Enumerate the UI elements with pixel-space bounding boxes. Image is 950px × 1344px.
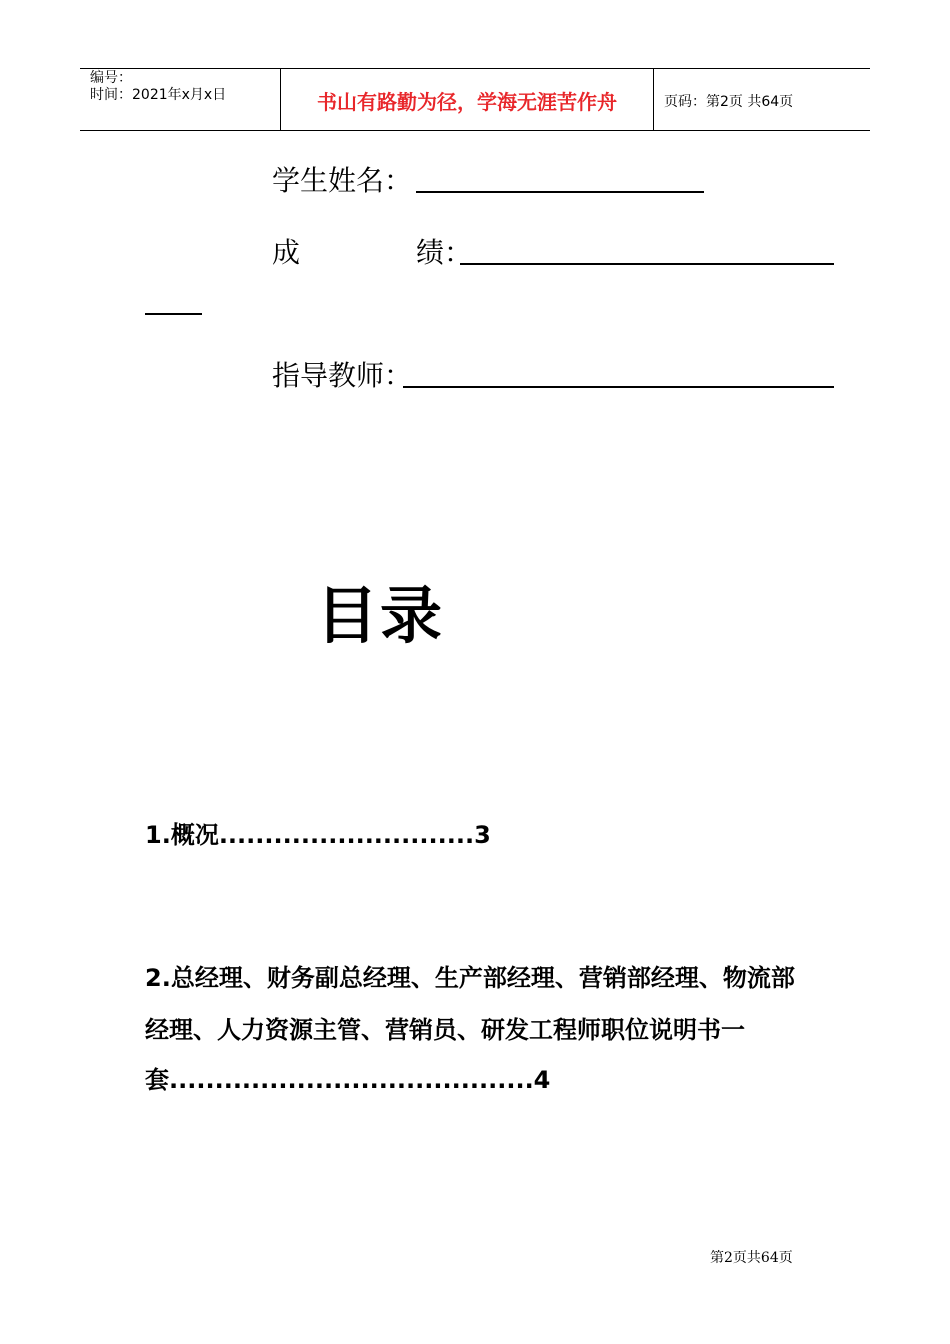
advisor-label: 指导教师： [272,359,413,392]
toc-entry-2-line-1: 2.总经理、财务副总经理、生产部经理、营销部经理、物流部 [145,964,795,992]
header-time-label: 时间：2021年x月x日 [90,87,227,103]
grade-line [460,263,834,265]
header-meta [80,69,281,130]
header-page-label: 页码：第2页 共64页 [664,93,794,110]
footer-page-number: 第2页共64页 [710,1250,793,1266]
page-header [80,68,870,131]
student-name-label: 学生姓名： [272,164,413,197]
advisor-line [403,386,834,388]
grade-line-continued [145,313,202,315]
grade-label-second: 绩： [416,236,473,269]
toc-title: 目录 [316,579,445,652]
grade-label-first: 成 [272,236,301,269]
toc-entry-1: 1.概况............................3 [145,821,491,849]
toc-entry-2-line-2: 经理、人力资源主管、营销员、研发工程师职位说明书一 [145,1016,745,1044]
toc-entry-2-line-3: 套........................................4 [145,1066,551,1094]
header-motto: 书山有路勤为径，学海无涯苦作舟 [281,69,654,130]
header-number-label: 编号： [90,70,132,86]
student-name-line [416,191,704,193]
